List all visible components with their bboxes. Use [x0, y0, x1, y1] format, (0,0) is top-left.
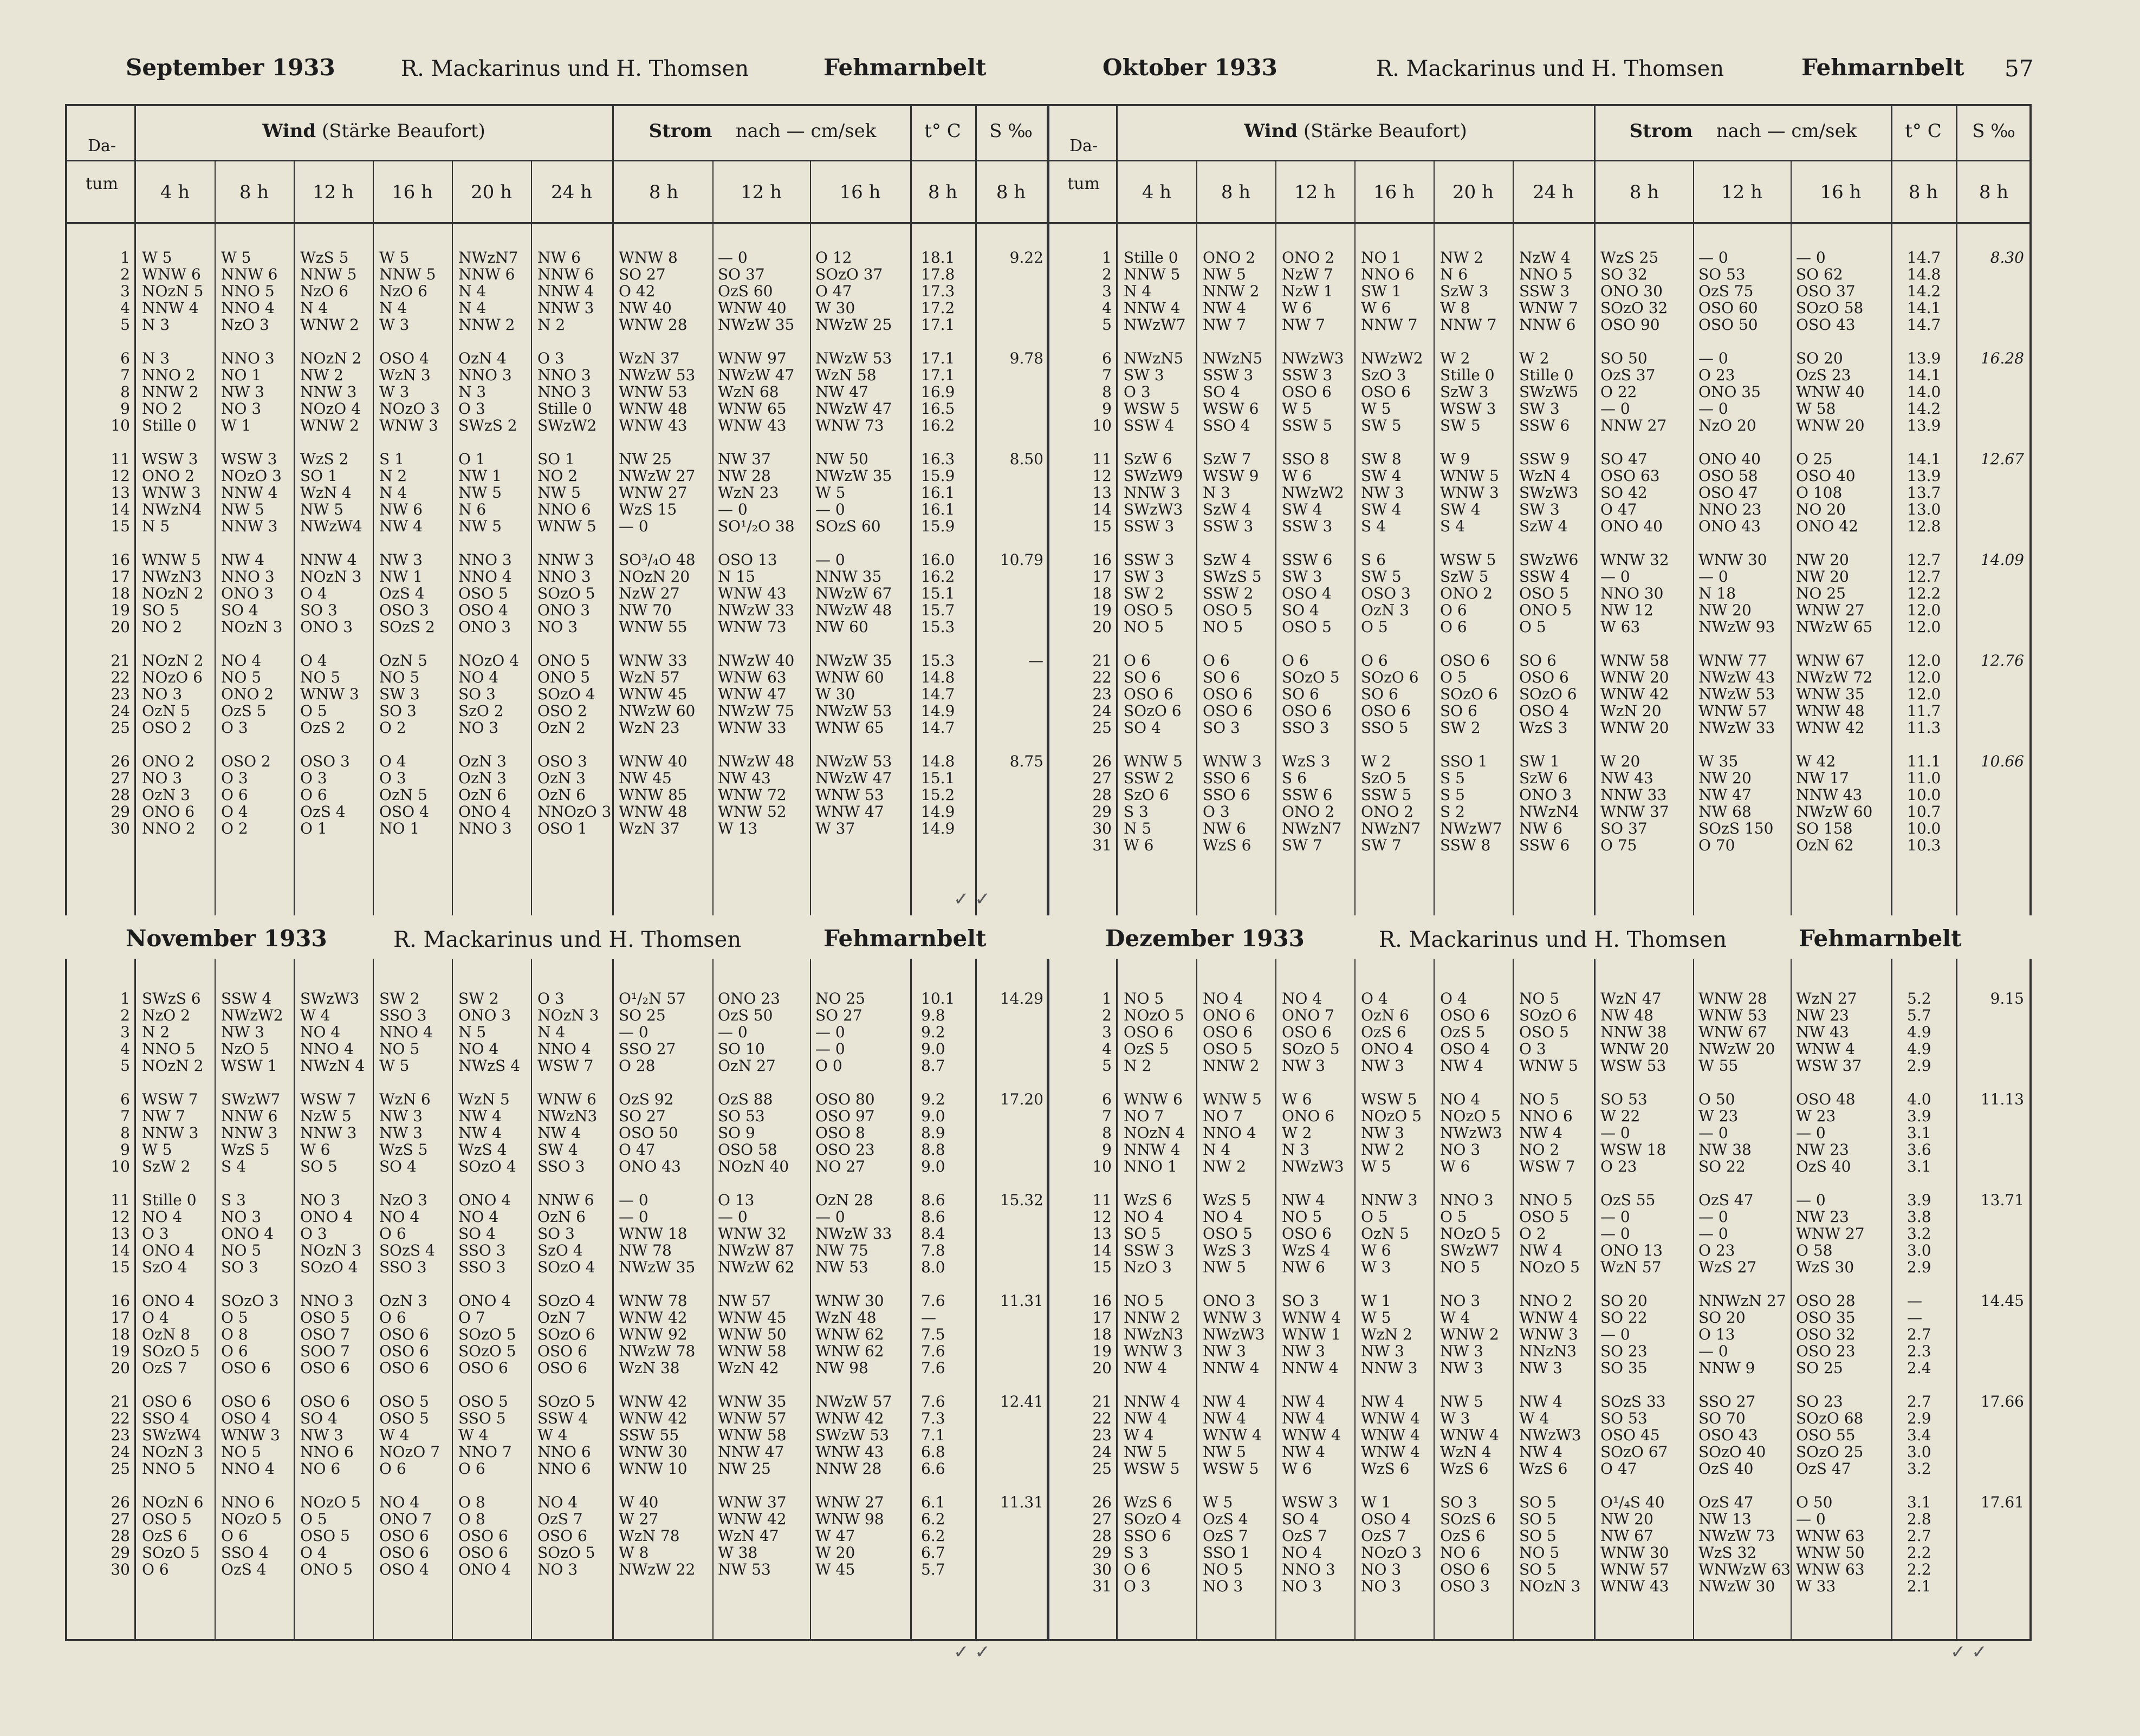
- sep-station: Fehmarnbelt: [823, 54, 987, 81]
- col-line: [215, 160, 216, 1641]
- strom-time-12h-r: 12 h: [1721, 181, 1762, 203]
- dez-wind-12h: NO 4 ONO 7 OSO 6 SOzO 5 NW 3 W 6 ONO 6 W 2 N 3 NWzW3 NW 4 NO 5 OSO 6 WzS 4 NW 6 SO 3 WNW 4 WNW 1 NW 3 NNW 4 NW 4 NW 4 WNW 4 NW 4 W 6 WSW 3 SO 4 OzS 7 NO 4 NNO 3 NO 3: [1282, 990, 1344, 1595]
- okt-month-title: Oktober 1933: [1103, 54, 1277, 81]
- dez-salinity: 9.15 11.13 13.71 14.45 17.66 17.61: [1980, 990, 2024, 1511]
- sep-temp: 18.1 17.8 17.3 17.2 17.1 17.1 17.1 16.9 16.5 16.2 16.3 15.9 16.1 16.1 15.9 16.0 16.2 15.1 15.7 15.3 15.3 14.8 14.7 14.9 14.7 14.8 15.1 15.2 14.9 14.9: [921, 249, 955, 837]
- wind-header-left: Wind (Stärke Beaufort): [262, 120, 485, 142]
- wind-time-4h-r: 4 h: [1142, 181, 1172, 203]
- sep-strom-8h: WNW 8 SO 27 O 42 NW 40 WNW 28 WzN 37 NWzW 53 WNW 53 WNW 48 WNW 43 NW 25 NWzW 27 WNW 27 WzS 15 — 0 SO³/₄O 48 NOzN 20 NzW 27 NW 70 WNW 55 WNW 33 WzN 57 WNW 45 NWzW 60 WzN 23 WNW 40 NW 45 WNW 85 WNW 48 WzN 37: [619, 249, 696, 837]
- col-line: [612, 104, 614, 1641]
- sep-wind-4h: W 5 WNW 6 NOzN 5 NNW 4 N 3 N 3 NNO 2 NNW 2 NO 2 Stille 0 WSW 3 ONO 2 WNW 3 NWzN4 N 5 WNW 5 NWzN3 NOzN 2 SO 5 NO 2 NOzN 2 NOzO 6 NO 3 OzN 5 OSO 2 ONO 2 NO 3 OzN 3 ONO 6 NNO 2: [142, 249, 204, 837]
- okt-authors: R. Mackarinus und H. Thomsen: [1376, 56, 1724, 81]
- pencil-check-icon: ✓ ✓: [954, 888, 990, 910]
- col-line: [1434, 160, 1435, 1641]
- okt-wind-20h: NW 2 N 6 SzW 3 W 8 NNW 7 W 2 Stille 0 SzW 3 WSW 3 SW 5 W 9 WNW 5 WNW 3 SW 4 S 4 WSW 5 SzW 5 ONO 2 O 6 O 6 OSO 6 O 5 SOzO 6 SO 6 SW 2 SSO 1 S 5 S 5 S 2 NWzW7 SSW 8: [1440, 249, 1502, 854]
- dez-strom-12h: WNW 28 WNW 53 WNW 67 NWzW 20 W 55 O 50 W 23 — 0 NW 38 SO 22 OzS 47 — 0 — 0 O 23 WzS 27 NNWzN 27 SO 20 O 13 — 0 NNW 9 SSO 27 SO 70 OSO 43 SOzO 40 OzS 40 OzS 47 NW 13 NWzW 73 WzS 32 WNWzW 63 NWzW 30: [1698, 990, 1791, 1595]
- dez-wind-8h: NO 4 ONO 6 OSO 6 OSO 5 NNW 2 WNW 5 NO 7 NNO 4 N 4 NW 2 WzS 5 NO 4 OSO 5 WzS 3 NW 5 ONO 3 WNW 3 NWzW3 NW 3 NNW 4 NW 4 NW 4 WNW 4 NW 5 WSW 5 W 5 OzS 4 OzS 7 SSO 1 NO 5 NO 3: [1203, 990, 1265, 1595]
- col-line: [1956, 104, 1957, 1641]
- okt-wind-4h: Stille 0 NNW 5 N 4 NNW 4 NWzW7 NWzN5 SW 3 O 3 WSW 5 SSW 4 SzW 6 SWzW9 NNW 3 SWzW3 SSW 3 SSW 3 SW 3 SW 2 OSO 5 NO 5 O 6 SO 6 OSO 6 SOzO 6 SO 4 WNW 5 SSW 2 SzO 6 S 3 N 5 W 6: [1124, 249, 1186, 854]
- col-line: [1891, 104, 1892, 1641]
- dez-strom-16h: WzN 27 NW 23 NW 43 WNW 4 WSW 37 OSO 48 W 23 — 0 NW 23 OzS 40 — 0 NW 23 WNW 27 O 58 WzS 30 OSO 28 OSO 35 OSO 32 OSO 23 SO 25 SO 23 SOzO 68 OSO 55 SOzO 25 OzS 47 O 50 — 0 WNW 63 WNW 50 WNW 63 W 33: [1796, 990, 1865, 1595]
- sep-wind-12h: WzS 5 NNW 5 NzO 6 N 4 WNW 2 NOzN 2 NW 2 NNW 3 NOzO 4 WNW 2 WzS 2 SO 1 WzN 4 NW 5 NWzW4 NNW 4 NOzN 3 O 4 SO 3 ONO 3 O 4 NO 5 WNW 3 O 5 OzS 2 OSO 3 O 3 O 6 OzS 4 O 1: [300, 249, 362, 837]
- nov-station: Fehmarnbelt: [823, 925, 987, 952]
- col-line: [294, 160, 295, 1641]
- salt-time-r: 8 h: [1979, 181, 2009, 203]
- datum-header-right: Da- tum: [1067, 136, 1100, 193]
- okt-strom-8h: WzS 25 SO 32 ONO 30 SOzO 32 OSO 90 SO 50 OzS 37 O 22 — 0 NNW 27 SO 47 OSO 63 SO 42 O 47 ONO 40 WNW 32 — 0 NNO 30 NW 12 W 63 WNW 58 WNW 20 WNW 42 WzN 20 WNW 20 W 20 NW 43 NNW 33 WNW 37 SO 37 O 75: [1600, 249, 1669, 854]
- salt-header-right: S ‰: [1972, 120, 2015, 142]
- dez-wind-4h: NO 5 NOzO 5 OSO 6 OzS 5 N 2 WNW 6 NO 7 NOzN 4 NNW 4 NNO 1 WzS 6 NO 4 SO 5 SSW 3 NzO 3 NO 5 NNW 2 NWzN3 WNW 3 NW 4 NNW 4 NW 4 W 4 NW 5 WSW 5 WzS 6 SOzO 4 SSO 6 S 3 O 6 O 3: [1124, 990, 1185, 1595]
- nov-days: 1 2 3 4 5 6 7 8 9 10 11 12 13 14 15 16 17 18 19 20 21 22 23 24 25 26 27 28 29 30: [111, 990, 130, 1578]
- wind-time-8h-r: 8 h: [1221, 181, 1251, 203]
- nov-temp: 10.1 9.8 9.2 9.0 8.7 9.2 9.0 8.9 8.8 9.0 8.6 8.6 8.4 7.8 8.0 7.6 — 7.5 7.6 7.6 7.6 7.3 7.1 6.8 6.6 6.1 6.2 6.2 6.7 5.7: [921, 990, 955, 1578]
- wind-time-24h: 24 h: [551, 181, 592, 203]
- col-line: [712, 160, 714, 1641]
- wind-time-20h: 20 h: [471, 181, 512, 203]
- nov-strom-12h: ONO 23 OzS 50 — 0 SO 10 OzN 27 OzS 88 SO 53 SO 9 OSO 58 NOzN 40 O 13 — 0 WNW 32 NWzW 87 NWzW 62 NW 57 WNW 45 WNW 50 WNW 58 WzN 42 WNW 35 WNW 57 WNW 58 NNW 47 NW 25 WNW 37 WNW 42 WzN 47 W 38 NW 53: [718, 990, 795, 1578]
- pencil-check-icon: ✓ ✓: [1950, 1641, 1987, 1663]
- wind-time-4h: 4 h: [160, 181, 190, 203]
- col-line: [975, 104, 977, 1641]
- sep-wind-8h: W 5 NNW 6 NNO 5 NNO 4 NzO 3 NNO 3 NO 1 NW 3 NO 3 W 1 WSW 3 NOzO 3 NNW 4 NW 5 NNW 3 NW 4 NNO 3 ONO 3 SO 4 NOzN 3 NO 4 NO 5 ONO 2 OzS 5 O 3 OSO 2 O 3 O 6 O 4 O 2: [221, 249, 283, 837]
- nov-salinity: 14.29 17.20 15.32 11.31 12.41 11.31: [1000, 990, 1043, 1511]
- datum-header-left: Da- tum: [86, 136, 118, 193]
- strom-header-right: Strom nach — cm/sek: [1629, 120, 1857, 142]
- sep-wind-20h: NWzN7 NNW 6 N 4 N 4 NNW 2 OzN 4 NNO 3 N 3 O 3 SWzS 2 O 1 NW 1 NW 5 N 6 NW 5 NNO 3 NNO 4 OSO 5 OSO 4 ONO 3 NOzO 4 NO 4 SO 3 SzO 2 NO 3 OzN 3 OzN 3 OzN 6 ONO 4 NNO 3: [458, 249, 519, 837]
- col-line: [531, 160, 532, 1641]
- dez-wind-16h: O 4 OzN 6 OzS 6 ONO 4 NW 3 WSW 5 NOzO 5 NW 3 NW 2 W 5 NNW 3 O 5 OzN 5 W 6 W 3 W 1 W 5 WzN 2 NW 3 NNW 3 NW 4 WNW 4 WNW 4 WNW 4 WzS 6 W 1 OSO 4 OzS 7 NOzO 3 NO 3 NO 3: [1361, 990, 1422, 1595]
- okt-wind-12h: ONO 2 NzW 7 NzW 1 W 6 NW 7 NWzW3 SSW 3 OSO 6 W 5 SSW 5 SSO 8 W 6 NWzW2 SW 4 SSW 3 SSW 6 SW 3 OSO 4 SO 4 OSO 5 O 6 SOzO 5 SO 6 OSO 6 SSO 3 WzS 3 S 6 SSW 6 ONO 2 NWzN7 SW 7: [1282, 249, 1344, 854]
- nov-authors: R. Mackarinus und H. Thomsen: [393, 927, 742, 952]
- col-line: [1693, 160, 1694, 1641]
- temp-time-r: 8 h: [1908, 181, 1938, 203]
- okt-strom-12h: — 0 SO 53 OzS 75 OSO 60 OSO 50 — 0 O 23 ONO 35 — 0 NzO 20 ONO 40 OSO 58 OSO 47 NNO 23 ONO 43 WNW 30 — 0 N 18 NW 20 NWzW 93 WNW 77 NWzW 43 NWzW 53 WNW 57 NWzW 33 W 35 NW 20 NW 47 NW 68 SOzS 150 O 70: [1698, 249, 1775, 854]
- sep-wind-16h: W 5 NNW 5 NzO 6 N 4 W 3 OSO 4 WzN 3 W 3 NOzO 3 WNW 3 S 1 N 2 N 4 NW 6 NW 4 NW 3 NW 1 OzS 4 OSO 3 SOzS 2 OzN 5 NO 5 SW 3 SO 3 O 2 O 4 O 3 OzN 5 OSO 4 NO 1: [379, 249, 440, 837]
- strom-time-16h-r: 16 h: [1820, 181, 1862, 203]
- nov-wind-4h: SWzS 6 NzO 2 N 2 NNO 5 NOzN 2 WSW 7 NW 7 NNW 3 W 5 SzW 2 Stille 0 NO 4 O 3 ONO 4 SzO 4 ONO 4 O 4 OzN 8 SOzO 5 OzS 7 OSO 6 SSO 4 SWzW4 NOzN 3 NNO 5 NOzN 6 OSO 5 OzS 6 SOzO 5 O 6: [142, 990, 204, 1578]
- col-line: [1275, 160, 1276, 1641]
- dez-authors: R. Mackarinus und H. Thomsen: [1379, 927, 1727, 952]
- okt-wind-24h: NzW 4 NNO 5 SSW 3 WNW 7 NNW 6 W 2 Stille 0 SWzW5 SW 3 SSW 6 SSW 9 WzN 4 SWzW3 SW 3 SzW 4 SWzW6 SSW 4 OSO 5 ONO 5 O 5 SO 6 OSO 6 SOzO 6 OSO 4 WzS 3 SW 1 SzW 6 ONO 3 NWzN4 NW 6 SSW 6: [1519, 249, 1579, 854]
- col-line: [810, 160, 811, 1641]
- col-line: [1196, 160, 1197, 1641]
- nov-month-title: November 1933: [126, 925, 327, 952]
- col-line: [373, 160, 374, 1641]
- middle-divider: [1047, 104, 1049, 1641]
- wind-time-16h-r: 16 h: [1373, 181, 1415, 203]
- strom-header-left: Strom nach — cm/sek: [649, 120, 877, 142]
- sep-strom-12h: — 0 SO 37 OzS 60 WNW 40 NWzW 35 WNW 97 NWzW 47 WzN 68 WNW 65 WNW 43 NW 37 NW 28 WzN 23 — 0 SO¹/₂O 38 OSO 13 N 15 WNW 43 NWzW 33 WNW 73 NWzW 40 WNW 63 WNW 47 NWzW 75 WNW 33 NWzW 48 NW 43 WNW 72 WNW 52 W 13: [718, 249, 795, 837]
- wind-time-24h-r: 24 h: [1533, 181, 1574, 203]
- okt-wind-8h: ONO 2 NW 5 NNW 2 NW 4 NW 7 NWzN5 SSW 3 SO 4 WSW 6 SSO 4 SzW 7 WSW 9 N 3 SzW 4 SSW 3 SzW 4 SWzS 5 SSW 2 OSO 5 NO 5 O 6 SO 6 OSO 6 OSO 6 SO 3 WNW 3 SSO 6 SSO 6 O 3 NW 6 WzS 6: [1203, 249, 1263, 854]
- temp-header-right: t° C: [1905, 120, 1942, 142]
- salt-header-left: S ‰: [989, 120, 1033, 142]
- dez-strom-8h: WzN 47 NW 48 NNW 38 WNW 20 WSW 53 SO 53 W 22 — 0 WSW 18 O 23 OzS 55 — 0 — 0 ONO 13 WzN 57 SO 20 SO 22 — 0 SO 23 SO 35 SOzS 33 SO 53 OSO 45 SOzO 67 O 47 O¹/₄S 40 NW 20 NW 67 WNW 30 WNW 57 WNW 43: [1600, 990, 1669, 1595]
- col-line: [1513, 160, 1514, 1641]
- okt-station: Fehmarnbelt: [1801, 54, 1964, 81]
- dez-station: Fehmarnbelt: [1799, 925, 1962, 952]
- nov-wind-24h: O 3 NOzN 3 N 4 NNO 4 WSW 7 WNW 6 NWzN3 NW 4 SW 4 SSO 3 NNW 6 OzN 6 SO 3 SzO 4 SOzO 4 SOzO 4 OzN 7 SOzO 6 OSO 6 OSO 6 SOzO 5 SSW 4 W 4 NNO 6 NNO 6 NO 4 OzS 7 OSO 6 SOzO 5 NO 3: [537, 990, 599, 1578]
- sep-salinity: 9.22 9.78 8.50 10.79 — 8.75: [1000, 249, 1043, 770]
- okt-days: 1 2 3 4 5 6 7 8 9 10 11 12 13 14 15 16 17 18 19 20 21 22 23 24 25 26 27 28 29 30 31: [1092, 249, 1112, 854]
- strom-time-8h-r: 8 h: [1629, 181, 1659, 203]
- wind-time-8h: 8 h: [239, 181, 269, 203]
- section-gap: [65, 915, 2032, 959]
- dez-wind-24h: NO 5 SOzO 6 OSO 5 O 3 WNW 5 NO 5 NNO 6 NW 4 NO 2 WSW 7 NNO 5 OSO 5 O 2 NW 4 NOzO 5 NNO 2 WNW 4 WNW 3 NNzN3 NW 3 NW 4 W 4 NWzW3 NW 4 WzS 6 SO 5 SO 5 SO 5 NO 5 SO 5 NOzN 3: [1519, 990, 1581, 1595]
- strom-time-12h: 12 h: [741, 181, 782, 203]
- col-line: [1354, 160, 1356, 1641]
- col-line: [910, 104, 912, 1641]
- dez-days: 1 2 3 4 5 6 7 8 9 10 11 12 13 14 15 16 17 18 19 20 21 22 23 24 25 26 27 28 29 30 31: [1092, 990, 1112, 1595]
- sep-month-title: September 1933: [126, 54, 335, 81]
- nov-wind-20h: SW 2 ONO 3 N 5 NO 4 NWzS 4 WzN 5 NW 4 NW 4 WzS 4 SOzO 4 ONO 4 NO 4 SO 4 SSO 3 SSO 3 ONO 4 O 7 SOzO 5 SOzO 5 OSO 6 OSO 5 SSO 5 W 4 NNO 7 O 6 O 8 O 8 OSO 6 OSO 6 ONO 4: [458, 990, 520, 1578]
- okt-strom-16h: — 0 SO 62 OSO 37 SOzO 58 OSO 43 SO 20 OzS 23 WNW 40 W 58 WNW 20 O 25 OSO 40 O 108 NO 20 ONO 42 NW 20 NW 20 NO 25 WNW 27 NWzW 65 WNW 67 NWzW 72 WNW 35 WNW 48 WNW 42 W 42 NW 17 NNW 43 NWzW 60 SO 158 OzN 62: [1796, 249, 1873, 854]
- col-line: [452, 160, 453, 1641]
- wind-header-right: Wind (Stärke Beaufort): [1244, 120, 1467, 142]
- col-line: [1116, 104, 1118, 1641]
- temp-header-left: t° C: [924, 120, 961, 142]
- nov-wind-12h: SWzW3 W 4 NO 4 NNO 4 NWzN 4 WSW 7 NzW 5 NNW 3 W 6 SO 5 NO 3 ONO 4 O 3 NOzN 3 SOzO 4 NNO 3 OSO 5 OSO 7 SOO 7 OSO 6 OSO 6 SO 4 NW 3 NNO 6 NO 6 NOzO 5 O 5 OSO 5 O 4 ONO 5: [300, 990, 365, 1578]
- dez-wind-20h: O 4 OSO 6 OzS 5 OSO 4 NW 4 NO 4 NOzO 5 NWzW3 NO 3 W 6 NNO 3 O 5 NOzO 5 SWzW7 NO 5 NO 3 W 4 WNW 2 NW 3 NW 3 NW 5 W 3 WNW 4 WzN 4 WzS 6 SO 3 SOzS 6 OzS 6 NO 6 OSO 6 OSO 3: [1440, 990, 1502, 1595]
- okt-salinity: 8.30 16.28 12.67 14.09 12.76 10.66: [1980, 249, 2024, 770]
- page-number: 57: [2005, 55, 2034, 82]
- okt-wind-16h: NO 1 NNO 6 SW 1 W 6 NNW 7 NWzW2 SzO 3 OSO 6 W 5 SW 5 SW 8 SW 4 NW 3 SW 4 S 4 S 6 SW 5 OSO 3 OzN 3 O 5 O 6 SOzO 6 SO 6 OSO 6 SSO 5 W 2 SzO 5 SSW 5 ONO 2 NWzN7 SW 7: [1361, 249, 1423, 854]
- sep-authors: R. Mackarinus und H. Thomsen: [401, 56, 749, 81]
- sep-days: 1 2 3 4 5 6 7 8 9 10 11 12 13 14 15 16 17 18 19 20 21 22 23 24 25 26 27 28 29 30: [111, 249, 130, 837]
- wind-time-16h: 16 h: [392, 181, 433, 203]
- sep-strom-16h: O 12 SOzO 37 O 47 W 30 NWzW 25 NWzW 53 WzN 58 NW 47 NWzW 47 WNW 73 NW 50 NWzW 35 W 5 — 0 SOzS 60 — 0 NNW 35 NWzW 67 NWzW 48 NW 60 NWzW 35 WNW 60 W 30 NWzW 53 WNW 65 NWzW 53 NWzW 47 WNW 53 WNW 47 W 37: [815, 249, 892, 837]
- temp-time: 8 h: [928, 181, 958, 203]
- dez-temp: 5.2 5.7 4.9 4.9 2.9 4.0 3.9 3.1 3.6 3.1 3.9 3.8 3.2 3.0 2.9 — — 2.7 2.3 2.4 2.7 2.9 3.4 3.0 3.2 3.1 2.8 2.7 2.2 2.2 2.1: [1907, 990, 1931, 1595]
- col-line: [1791, 160, 1792, 1641]
- dez-month-title: Dezember 1933: [1105, 925, 1305, 952]
- pencil-check-icon: ✓ ✓: [954, 1641, 990, 1663]
- okt-temp: 14.7 14.8 14.2 14.1 14.7 13.9 14.1 14.0 14.2 13.9 14.1 13.9 13.7 13.0 12.8 12.7 12.7 12.2 12.0 12.0 12.0 12.0 12.0 11.7 11.3 11.1 11.0 10.0 10.7 10.0 10.3: [1907, 249, 1941, 854]
- header-line: [65, 160, 2032, 161]
- salt-time: 8 h: [996, 181, 1026, 203]
- header-bottom-line: [65, 222, 2032, 224]
- strom-time-16h: 16 h: [839, 181, 881, 203]
- col-line: [134, 104, 136, 1641]
- nov-strom-8h: O¹/₂N 57 SO 25 — 0 SSO 27 O 28 OzS 92 SO 27 OSO 50 O 47 ONO 43 — 0 — 0 WNW 18 NW 78 NWzW 35 WNW 78 WNW 42 WNW 92 NWzW 78 WzN 38 WNW 42 WNW 42 SSW 55 WNW 30 WNW 10 W 40 W 27 WzN 78 W 8 NWzW 22: [619, 990, 696, 1578]
- wind-time-12h: 12 h: [313, 181, 354, 203]
- nov-wind-8h: SSW 4 NWzW2 NW 3 NzO 5 WSW 1 SWzW7 NNW 6 NNW 3 WzS 5 S 4 S 3 NO 3 ONO 4 NO 5 SO 3 SOzO 3 O 5 O 8 O 6 OSO 6 OSO 6 OSO 4 WNW 3 NO 5 NNO 4 NNO 6 NOzO 5 O 6 SSO 4 OzS 4: [221, 990, 283, 1578]
- nov-wind-16h: SW 2 SSO 3 NNO 4 NO 5 W 5 WzN 6 NW 3 NW 3 WzS 5 SO 4 NzO 3 NO 4 O 6 SOzS 4 SSO 3 OzN 3 O 6 OSO 6 OSO 6 OSO 6 OSO 5 OSO 5 W 4 NOzO 7 O 6 NO 4 ONO 7 OSO 6 OSO 6 OSO 4: [379, 990, 440, 1578]
- nov-strom-16h: NO 25 SO 27 — 0 — 0 O 0 OSO 80 OSO 97 OSO 8 OSO 23 NO 27 OzN 28 — 0 NWzW 33 NW 75 NW 53 WNW 30 WzN 48 WNW 62 WNW 62 NW 98 NWzW 57 WNW 42 SWzW 53 WNW 43 NNW 28 WNW 27 WNW 98 W 47 W 20 W 45: [815, 990, 892, 1578]
- col-line: [1594, 104, 1596, 1641]
- wind-time-20h-r: 20 h: [1452, 181, 1494, 203]
- strom-time-8h: 8 h: [649, 181, 679, 203]
- sep-wind-24h: NW 6 NNW 6 NNW 4 NNW 3 N 2 O 3 NNO 3 NNO 3 Stille 0 SWzW2 SO 1 NO 2 NW 5 NNO 6 WNW 5 NNW 3 NNO 3 SOzO 5 ONO 3 NO 3 ONO 5 ONO 5 SOzO 4 OSO 2 OzN 2 OSO 3 OzN 3 OzN 6 NNOzO 3 OSO 1: [537, 249, 612, 837]
- wind-time-12h-r: 12 h: [1294, 181, 1335, 203]
